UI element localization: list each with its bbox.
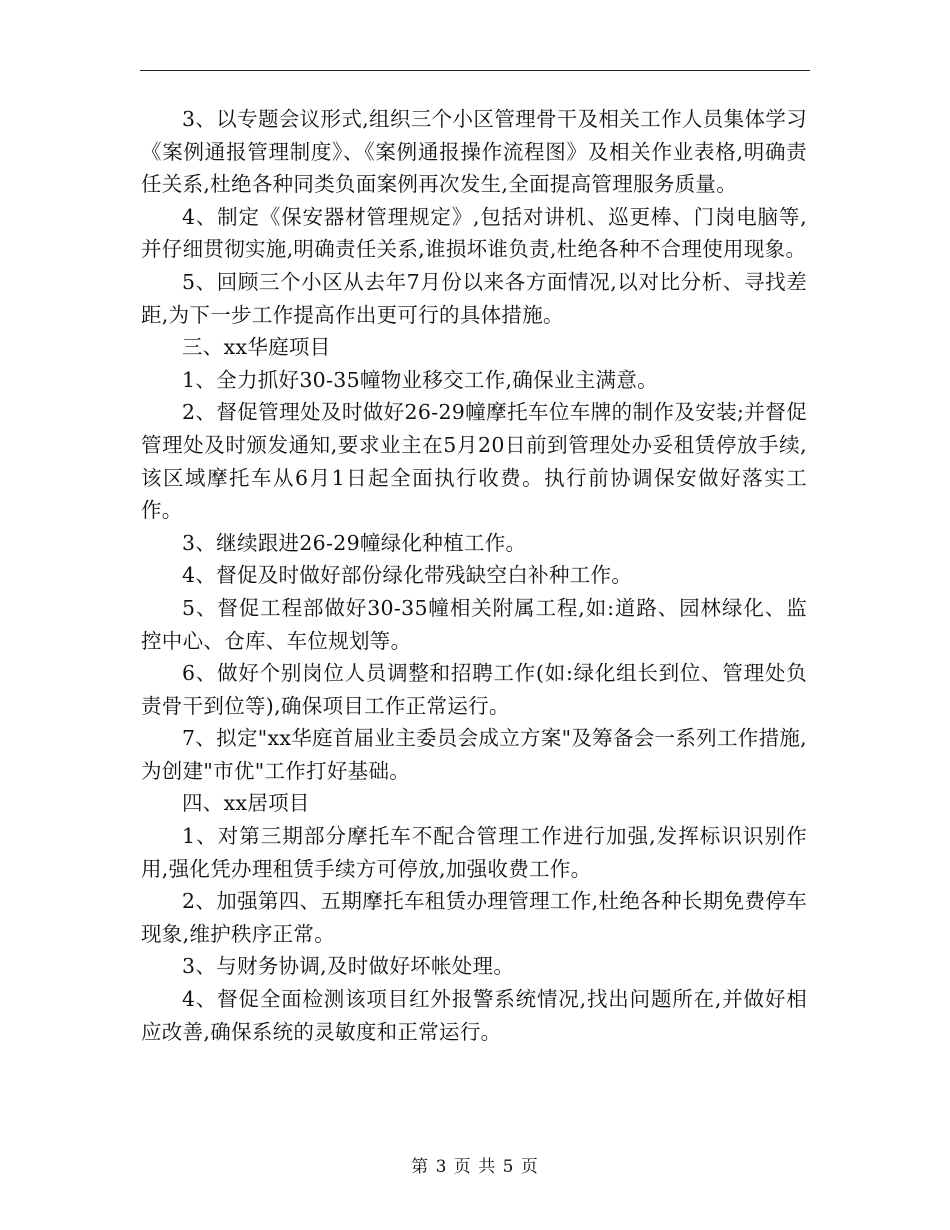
section-heading-huating: 三、xx华庭项目	[182, 335, 331, 360]
paragraph-item-4-equipment: 4、制定《保安器材管理规定》,包括对讲机、巡更棒、门岗电脑等,并仔细贯彻实施,明确责任关系,谁损坏谁负责,杜绝各种不合理使用现象。	[141, 204, 807, 262]
paragraph-huating-3: 3、继续跟进26-29幢绿化种植工作。	[182, 530, 527, 555]
paragraph-huating-6: 6、做好个别岗位人员调整和招聘工作(如:绿化组长到位、管理处负责骨干到位等),确保项目工作正常运行。	[141, 661, 807, 718]
paragraph-huating-7: 7、拟定"xx华庭首届业主委员会成立方案"及筹备会一系列工作措施,为创建"市优"工作打好基础。	[141, 726, 807, 783]
paragraph-ju-4: 4、督促全面检测该项目红外报警系统情况,找出问题所在,并做好相应改善,确保系统的灵敏度和正常运行。	[141, 987, 807, 1044]
paragraph-item-3-study: 3、以专题会议形式,组织三个小区管理骨干及相关工作人员集体学习《案例通报管理制度》、《案例通报操作流程图》及相关作业表格,明确责任关系,杜绝各种同类负面案例再次发生,全面提高管理服务质量。	[141, 107, 807, 197]
paragraph-huating-1: 1、全力抓好30-35幢物业移交工作,确保业主满意。	[182, 367, 658, 392]
paragraph-ju-1: 1、对第三期部分摩托车不配合管理工作进行加强,发挥标识识别作用,强化凭办理租赁手续方可停放,加强收费工作。	[141, 824, 807, 881]
paragraph-huating-2: 2、督促管理处及时做好26-29幢摩托车位车牌的制作及安装;并督促管理处及时颁发通知,要求业主在5月20日前到管理处办妥租赁停放手续,该区域摩托车从6月1日起全面执行收费。执行前协调保安做好落实工作。	[141, 400, 807, 523]
section-heading-ju: 四、xx居项目	[182, 791, 310, 816]
paragraph-huating-5: 5、督促工程部做好30-35幢相关附属工程,如:道路、园林绿化、监控中心、仓库、车位规划等。	[141, 595, 807, 653]
page-number-label: 第 3 页 共 5 页	[411, 1157, 539, 1177]
header-rule	[140, 70, 810, 71]
paragraph-ju-3: 3、与财务协调,及时做好坏帐处理。	[182, 954, 515, 979]
page-footer	[0, 1152, 950, 1177]
paragraph-ju-2: 2、加强第四、五期摩托车租赁办理管理工作,杜绝各种长期免费停车现象,维护秩序正常。	[141, 889, 807, 946]
paragraph-huating-4: 4、督促及时做好部份绿化带残缺空白补种工作。	[182, 563, 633, 588]
paragraph-item-5-review: 5、回顾三个小区从去年7月份以来各方面情况,以对比分析、寻找差距,为下一步工作提高作出更可行的具体措施。	[141, 269, 807, 327]
document-body	[141, 103, 807, 1048]
